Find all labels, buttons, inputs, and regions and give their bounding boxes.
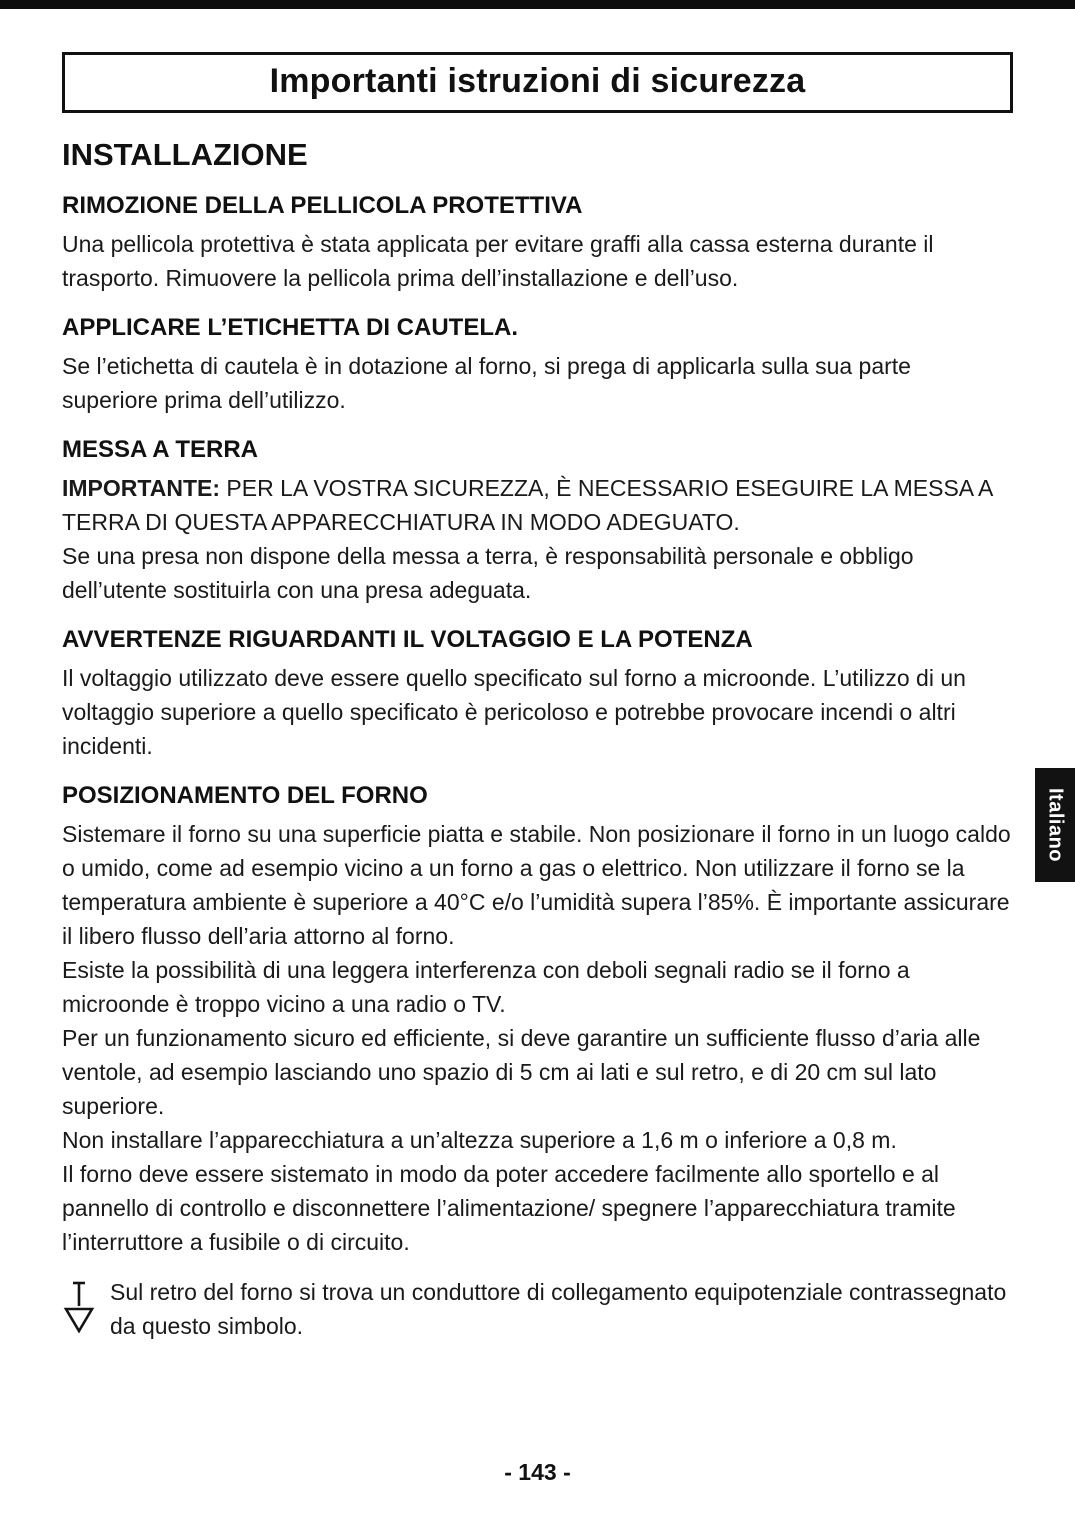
important-paragraph [62,471,1013,539]
subsection-heading: AVVERTENZE RIGUARDANTI IL VOLTAGGIO E LA POTENZA [62,626,753,653]
subsection-heading: POSIZIONAMENTO DEL FORNO [62,782,428,809]
section-rimozione-pellicola [62,192,1013,295]
equipotential-note [62,1275,1013,1343]
language-tab-italiano: Italiano [1035,768,1075,882]
important-label: IMPORTANTE: [62,475,221,501]
subsection-heading: RIMOZIONE DELLA PELLICOLA PROTETTIVA [62,192,583,219]
body-paragraph: Sistemare il forno su una superficie piatta e stabile. Non posizionare il forno in un luogo caldo o umido, come ad esempio vicino a un forno a gas o elettrico. Non utilizzare il forno se la temperatura ambiente è superiore a 40°C e/o l’umidità supera l’85%. È importante assicurare il libero flusso dell’aria attorno al forno. [62,821,1011,949]
page-number: - 143 - [504,1459,571,1485]
section-avvertenze-voltaggio [62,626,1013,763]
body-paragraph: Se l’etichetta di cautela è in dotazione al forno, si prega di applicarla sulla sua parte superiore prima dell’utilizzo. [62,353,911,413]
body-paragraph: Il forno deve essere sistemato in modo da poter accedere facilmente allo sportello e al pannello di controllo e disconnettere l’alimentazione/ spegnere l’apparecchiatura tramite l’interruttore a fusibile o di circuito. [62,1161,956,1255]
body-paragraph: Esiste la possibilità di una leggera interferenza con deboli segnali radio se il forno a microonde è troppo vicino a una radio o TV. [62,957,910,1017]
section-posizionamento-forno [62,782,1013,1259]
body-paragraph: Per un funzionamento sicuro ed efficiente, si deve garantire un sufficiente flusso d’aria alle ventole, ad esempio lasciando uno spazio di 5 cm ai lati e sul retro, e di 20 cm sul lato superiore. [62,1025,981,1119]
scan-edge [0,0,1075,9]
important-text: PER LA VOSTRA SICUREZZA, È NECESSARIO ESEGUIRE LA MESSA A TERRA DI QUESTA APPARECCHIATURA IN MODO ADEGUATO. [62,475,993,535]
body-paragraph: Il voltaggio utilizzato deve essere quello specificato sul forno a microonde. L’utilizzo di un voltaggio superiore a quello specificato è pericoloso e potrebbe provocare incendi o altri incidenti. [62,665,966,759]
section-messa-a-terra [62,436,1013,607]
body-paragraph: Non installare l’apparecchiatura a un’altezza superiore a 1,6 m o inferiore a 0,8 m. [62,1127,897,1153]
title-box [62,52,1013,113]
subsection-heading: APPLICARE L’ETICHETTA DI CAUTELA. [62,314,518,341]
page-title: Importanti istruzioni di sicurezza [269,62,806,100]
body-paragraph: Una pellicola protettiva è stata applicata per evitare graffi alla cassa esterna durante il trasporto. Rimuovere la pellicola prima dell’installazione e dell’uso. [62,231,934,291]
body-paragraph: Se una presa non dispone della messa a terra, è responsabilità personale e obbligo dell’utente sostituirla con una presa adeguata. [62,543,914,603]
subsection-heading: MESSA A TERRA [62,436,259,463]
equipotential-icon [62,1275,96,1335]
section-heading-installazione: INSTALLAZIONE [62,137,308,172]
page-content [62,52,1013,1343]
section-etichetta-cautela [62,314,1013,417]
equipotential-text: Sul retro del forno si trova un conduttore di collegamento equipotenziale contrassegnato da questo simbolo. [110,1279,1007,1339]
